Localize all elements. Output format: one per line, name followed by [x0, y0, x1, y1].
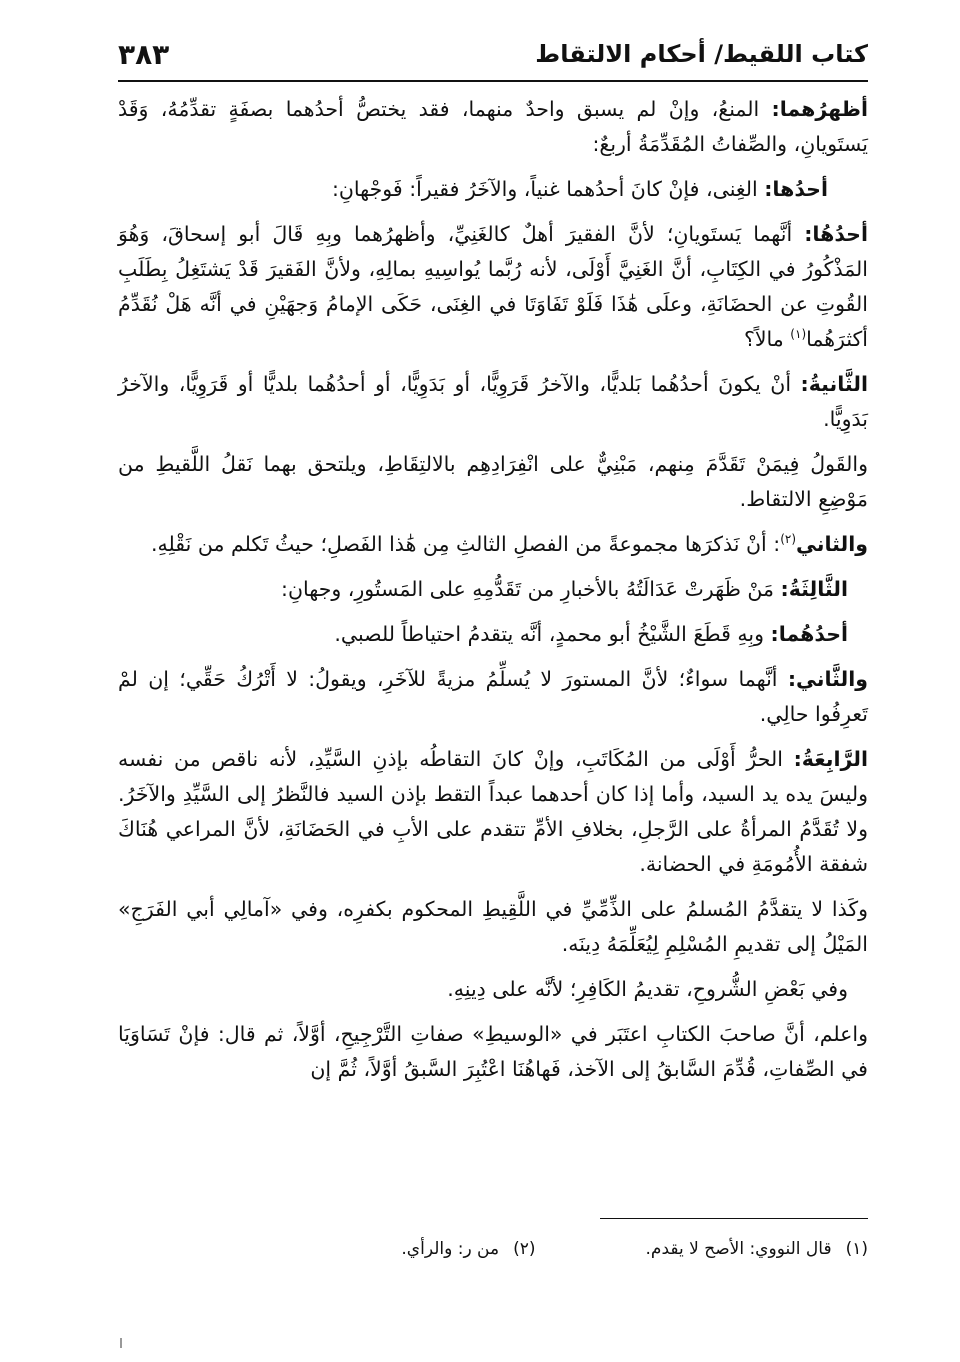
footnote-mark: (١) — [845, 1239, 868, 1259]
paragraph-text: واعلم، أنَّ صاحبَ الكتابِ اعتَبَر في «الوسيطِ» صفاتِ التَّرْجِيحِ، أوَّلاً، ثم قال: فإنْ تَسَاوَيَا في الصِّفاتِ، قُدِّمَ السَّابقُ إلى الآخذ، فَهاهُنَا اعْتُبِرَ السَّبقُ أوَّلاً، ثُمَّ إن — [118, 1022, 868, 1081]
paragraph-text: أنَّهما يَستَويانِ؛ لأنَّ الفقيرَ أهلٌ كالغَنِيِّ، وأظهرُهما وبِهِ قَالَ أبو إسحاقَ، وَهُوَ المَذْكُورُ في الكِتَابِ، أنَّ الغَنِيَّ أَوْلَى، لأنه رُبَّما يُواسِيهِ بمالِهِ، ولأنَّ الفَقيرَ قَدْ يَشتَغِلُ بِطَلَبِ القُوتِ عن الحضَانَةِ، وعلَى هَٰذَا فَلَوْ تَفَاوَتَا في الغِنَى، حَكَى الإمامُ وَجهَيْنِ في أنَّه هَلْ نُقَدِّمُ أكثرَهُما — [118, 222, 868, 351]
paragraph-lead: الثَّانيةُ: — [800, 372, 868, 396]
paragraph-text: : أنْ نَذكرَها مجموعةً من الفصلِ الثالثِ مِن هَٰذا الفَصلِ؛ حيثُ تَكلم من نَقْلِهِ. — [151, 532, 781, 556]
paragraph — [118, 572, 868, 607]
running-title: كتاب اللقيط/ أحكام الالتقاط — [535, 40, 868, 68]
paragraph-text: الحرُّ أَوْلَى من المُكَاتَبِ، وإنْ كانَ التقاطُه بإذنِ السَّيِّدِ، لأنه ناقص من نفسه وليسَ يده يد السيد، وأما إذا كان أحدهما عبداً التقط بإذن السيد فالنَّظرُ إلى السَّيِّدِ والآخَرُ. ولا تُقَدَّمُ المرأةُ على الرَّجلِ، بخلافِ الأمِّ تتقدم على الأبِ في الحَضَانَةِ، لأنَّ المراعي هُنَاكَ شفقة الأُمُومَةِ في الحضانة. — [118, 747, 868, 876]
paragraph — [118, 217, 868, 357]
footnote-mark: (٢) — [513, 1239, 536, 1259]
paragraph — [118, 367, 868, 437]
footnote — [401, 1236, 535, 1262]
footnote-text: من ر: والرأي. — [401, 1239, 500, 1259]
paragraph-lead: الرَّابِعَةُ: — [793, 747, 868, 771]
footnote-divider — [600, 1218, 868, 1219]
paragraph-text: مَنْ ظَهَرتْ عَدَالَتُهُ بالأخبارِ من تَقَدُّمِهِ على المَستُورِ، وجهانِ: — [281, 577, 781, 601]
paragraph — [118, 742, 868, 882]
page-number: ٣٨٣ — [118, 37, 170, 71]
paragraph-lead: أحدُهُا: — [804, 222, 868, 246]
paragraph-text: وفي بَعْضِ الشُّروحِ، تقديمُ الكَافِرِ؛ لأنَّه على دِينِهِ. — [447, 977, 848, 1001]
paragraph-text: المنعُ، وإنْ لم يسبق واحدٌ منهما، فقد يختصُّ أحدُهما بصفَةٍ تقدِّمُهُ، وَقَدْ يَستَويانِ، والصِّفاتُ المُقَدِّمَةُ أربعٌ: — [118, 97, 868, 156]
paragraph — [118, 172, 868, 207]
paragraph — [118, 972, 868, 1007]
page-header — [118, 28, 868, 82]
scan-edge-mark — [120, 1338, 122, 1348]
paragraph — [118, 892, 868, 962]
footnotes — [118, 1236, 868, 1262]
footnote-text: قال النووي: الأصح لا يقدم. — [645, 1239, 832, 1259]
body-text — [118, 92, 868, 1097]
paragraph-lead: والثَّاني: — [787, 667, 868, 691]
paragraph-text: وكَذا لا يتقدَّمُ المُسلمُ على الذِّمِّيِّ في اللَّقِيطِ المحكوم بكفرِه، وفي «آمالِي أبي الفَرَجِ» المَيْلُ إلى تقديمِ المُسْلِمِ لِيُعَلِّمَهُ دِينَه. — [118, 897, 868, 956]
paragraph-lead: أظهرُهما: — [771, 97, 868, 121]
paragraph-text: أنْ يكونَ أحدُهُما بَلديًّا، والآخرُ قَرَوِيًّا، أو بَدَوِيًّا، أو أحدُهُما بلديًّا أو قَرَوِيًّا، والآخرُ بَدَوِيًّا. — [118, 372, 868, 431]
footnote — [646, 1236, 868, 1262]
paragraph-lead: والثاني — [796, 532, 868, 556]
footnote-ref: (٢) — [780, 532, 797, 547]
footnote-ref: (١) — [790, 327, 807, 342]
paragraph-text: وبِهِ قَطَعَ الشَّيْخُ أبو محمدٍ، أنَّه يتقدمُ احتياطاً للصبي. — [334, 622, 771, 646]
paragraph — [118, 617, 868, 652]
paragraph-text: والقَولُ فِيمَنْ تَقَدَّمَ مِنهم، مَبْنِيٌّ على انْفِرَادِهِم بالالتِقَاطِ، ويلتحق بهما نَقلُ اللَّقيطِ من مَوْضِعِ الالتقاط. — [118, 452, 868, 511]
paragraph-lead: الثَّالِثَةُ: — [780, 577, 848, 601]
paragraph-tail: مالاً؟ — [743, 327, 791, 351]
paragraph-text: أنَّهما سواءٌ؛ لأنَّ المستورَ لا يُسلِّمُ مزيةً للآخَرِ، ويقولُ: لا أَتْرُكُ حَقِّي؛ إن لمْ تَعرِفُوا حالِي. — [118, 667, 868, 726]
paragraph — [118, 527, 868, 562]
paragraph — [118, 662, 868, 732]
paragraph-lead: أحدُهُما: — [770, 622, 848, 646]
paragraph — [118, 447, 868, 517]
paragraph — [118, 92, 868, 162]
paragraph-lead: أحدُها: — [764, 177, 828, 201]
paragraph-text: الغِنى، فإنْ كانَ أحدُهما غنياً، والآخَرُ فقيراً: فَوجْهانِ: — [331, 177, 765, 201]
paragraph — [118, 1017, 868, 1087]
